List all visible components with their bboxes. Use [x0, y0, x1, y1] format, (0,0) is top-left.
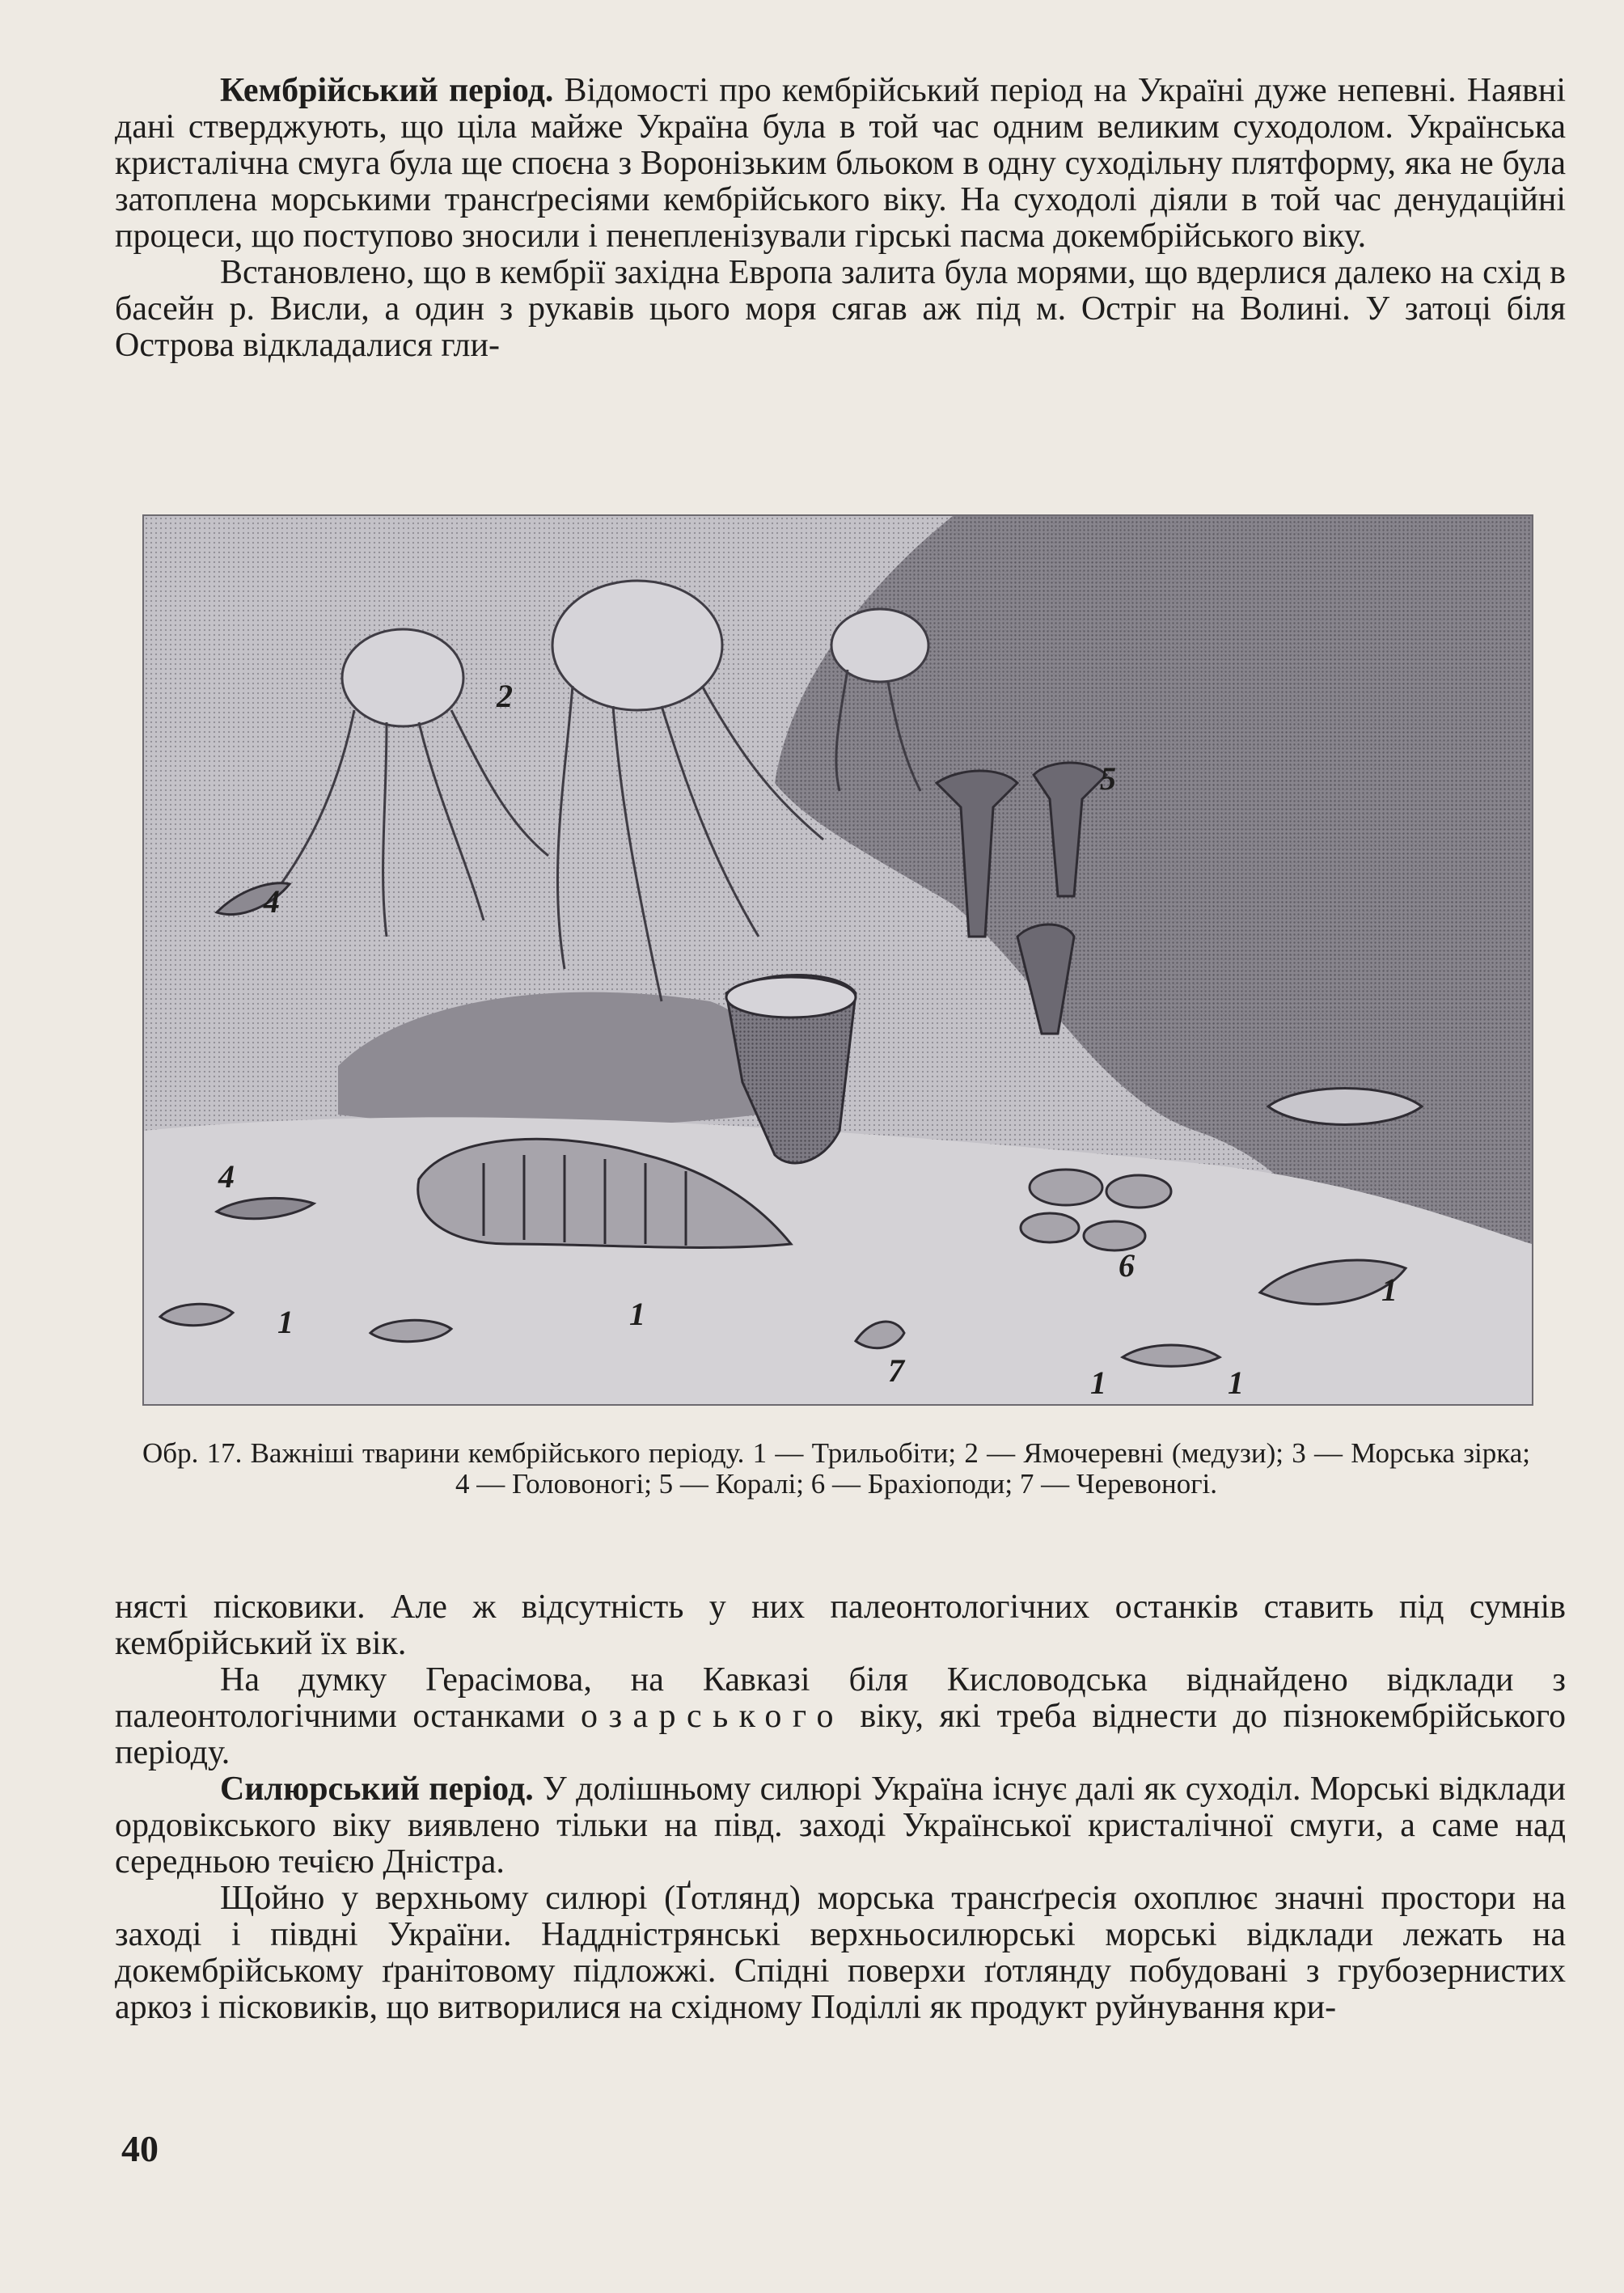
figure-label: 1 [1381, 1271, 1398, 1308]
section-heading-cambrian: Кембрійський період. [220, 72, 554, 109]
figure-label: 1 [1090, 1364, 1106, 1401]
figure-label: 6 [1119, 1247, 1135, 1284]
paragraph-text: віку, які треба віднести до пізнокембрійського періоду. [115, 1698, 1567, 1771]
figure-label: 4 [264, 883, 280, 920]
text-block-top [115, 73, 1566, 364]
paragraph-gotland: Щойно у верхньому силюрі (Ґотлянд) морська трансґресія охоплює значні простори на заході і півдні України. Наддністрянські верхньосилюрські морські відклади лежать на докембрійському ґранітовому підложжі. Спідні поверхи ґотлянду побудовані з грубозернистих аркоз і пісковиків, що витворилися на східному Поділлі як продукт руйнування кри- [115, 1880, 1566, 2026]
figure-cambrian-fauna [142, 514, 1533, 1406]
paragraph-text: У долішньому силюрі Україна існує далі як суходіл. Морські відклади ордовікського віку виявлено тільки на півд. заході Української кристалічної смуги, а саме над середньою течією Дністра. [115, 1771, 1566, 1881]
paragraph-gerasimov [115, 1662, 1566, 1771]
paragraph-cambrian-europe: Встановлено, що в кембрії західна Европа залита була морями, що вдерлися далеко на схід в басейн р. Висли, а один з рукавів цього моря сягав аж під м. Остріг на Волині. У затоці біля Острова відкладалися гли- [115, 254, 1566, 364]
paragraph-silurian-intro [115, 1771, 1566, 1881]
paragraph-text: Відомості про кембрійський період на Україні дуже непевні. Наявні дані стверджують, що ціла майже Україна була в той час одним великим суходолом. Українська кристалічна смуга була ще споєна з Воронізьким бльоком в одну суходільну плятформу, яка не була затоплена морськими трансґресіями кембрійського віку. На суходолі діяли в той час денудаційні процеси, що поступово зносили і пенепленізували гірські пасма докембрійського віку. [115, 72, 1567, 255]
spaced-term: озарського [581, 1698, 844, 1735]
figure-label: 4 [218, 1158, 235, 1195]
paragraph-cambrian-intro [115, 73, 1566, 255]
figure-caption: Обр. 17. Важніші тварини кембрійського періоду. 1 — Трильобіти; 2 — Ямочеревні (медузи); 3 — Морська зірка; 4 — Головоногі; 5 — Коралі; 6 — Брахіоподи; 7 — Черевоногі. [142, 1437, 1530, 1500]
section-heading-silurian: Силюрський період. [220, 1771, 534, 1808]
cambrian-sea-illustration [144, 516, 1532, 1404]
figure-label: 1 [629, 1296, 645, 1332]
figure-label: 2 [497, 678, 513, 714]
paragraph-text: На думку Герасімова, на Кавказі біля Кисловодська віднайдено відклади з палеонтологічними останками [115, 1661, 1566, 1735]
paragraph-sandstones: нясті пісковики. Але ж відсутність у них палеонтологічних останків ставить під сумнів кембрійський їх вік. [115, 1589, 1566, 1662]
figure-label: 1 [1228, 1364, 1244, 1401]
figure-label: 5 [1100, 760, 1116, 797]
text-block-bottom [115, 1589, 1566, 2026]
figure-label: 1 [277, 1304, 294, 1340]
figure-label: 7 [888, 1352, 904, 1389]
page-number: 40 [121, 2128, 159, 2169]
